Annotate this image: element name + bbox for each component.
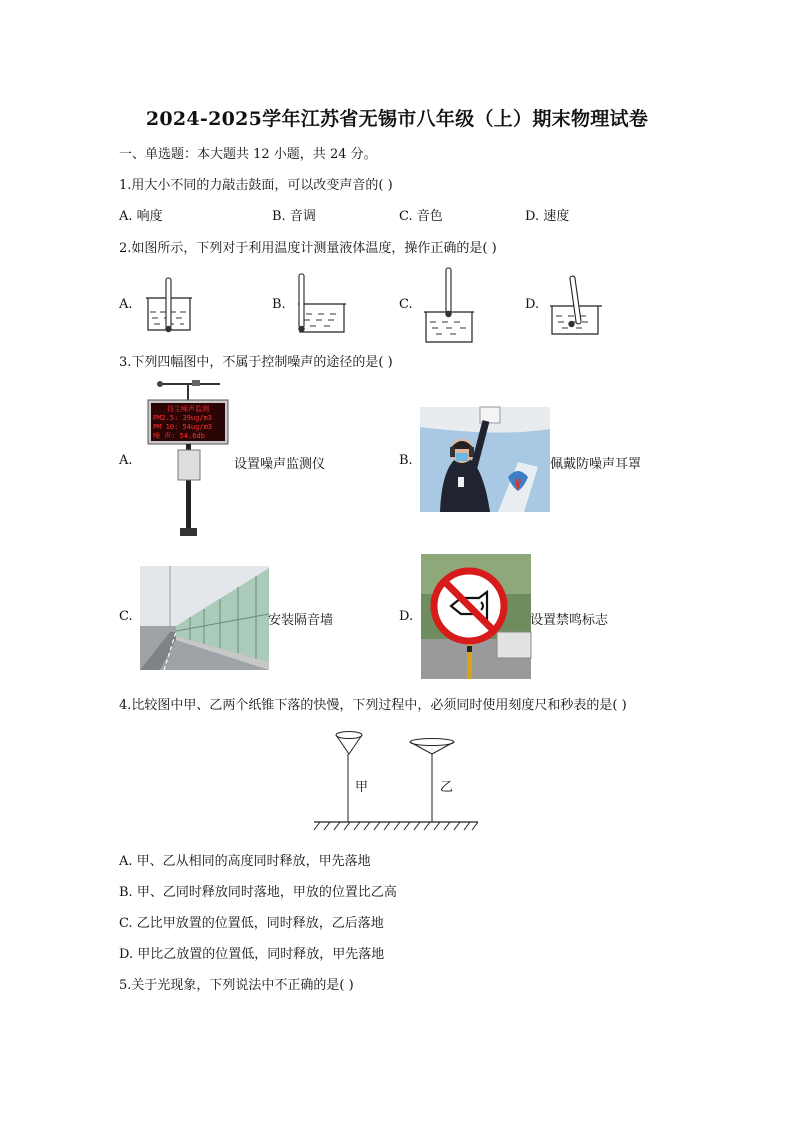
monitor-line-2: PM2.5: 39ug/m3	[153, 414, 213, 422]
q1-option-d: D. 速度	[525, 209, 570, 224]
q3-option-d-letter: D.	[399, 609, 414, 624]
q3-option-a-letter: A.	[119, 453, 133, 468]
thermometer-beaker-a-figure	[140, 276, 200, 336]
monitor-line-1: 扬尘噪声监测	[167, 405, 209, 413]
no-honking-sign-photo	[421, 554, 531, 679]
question-2-stem: 2.如图所示，下列对于利用温度计测量液体温度，操作正确的是( )	[119, 241, 497, 256]
cone-label-jia: 甲	[355, 780, 369, 795]
q1-option-a: A. 响度	[119, 209, 163, 224]
thermometer-beaker-c-figure	[420, 266, 480, 344]
monitor-line-4: 噪 声: 54.6db	[153, 432, 205, 440]
paper-cone-diagram	[310, 728, 482, 834]
q4-option-b: B. 甲、乙同时释放同时落地，甲放的位置比乙高	[119, 885, 397, 900]
question-5-stem: 5.关于光现象，下列说法中不正确的是( )	[119, 978, 354, 993]
q3-option-b-letter: B.	[399, 453, 413, 468]
q3-option-c-letter: C.	[119, 609, 133, 624]
thermometer-beaker-d-figure	[548, 274, 608, 336]
q3-option-a-caption: 设置噪声监测仪	[234, 457, 326, 472]
section-header: 一、单选题：本大题共 12 小题，共 24 分。	[119, 147, 377, 162]
q2-option-a: A.	[119, 297, 133, 312]
question-4-stem: 4.比较图中甲、乙两个纸锥下落的快慢，下列过程中，必须同时使用刻度尺和秒表的是( )	[119, 698, 627, 713]
q1-option-b: B. 音调	[272, 209, 316, 224]
q2-option-c: C.	[399, 297, 413, 312]
q3-option-c-caption: 安装隔音墙	[268, 613, 334, 628]
q3-option-b-caption: 佩戴防噪声耳罩	[550, 457, 642, 472]
q4-option-a: A. 甲、乙从相同的高度同时释放，甲先落地	[119, 854, 371, 869]
q1-option-c: C. 音色	[399, 209, 443, 224]
ear-protection-photo	[420, 407, 550, 512]
q3-option-d-caption: 设置禁鸣标志	[530, 613, 609, 628]
thermometer-beaker-b-figure	[292, 272, 352, 334]
monitor-line-3: PM 10: 54ug/m3	[153, 423, 213, 431]
cone-label-yi: 乙	[440, 780, 454, 795]
q4-option-d: D. 甲比乙放置的位置低，同时释放，甲先落地	[119, 947, 385, 962]
noise-monitor-photo	[140, 378, 235, 540]
question-1-stem: 1.用大小不同的力敲击鼓面，可以改变声音的( )	[119, 178, 393, 193]
q4-option-c: C. 乙比甲放置的位置低，同时释放，乙后落地	[119, 916, 384, 931]
page-title: 2024-2025学年江苏省无锡市八年级（上）期末物理试卷	[145, 108, 649, 130]
q2-option-b: B.	[272, 297, 286, 312]
question-3-stem: 3.下列四幅图中，不属于控制噪声的途径的是( )	[119, 355, 393, 370]
sound-barrier-photo	[140, 566, 269, 670]
q2-option-d: D.	[525, 297, 540, 312]
